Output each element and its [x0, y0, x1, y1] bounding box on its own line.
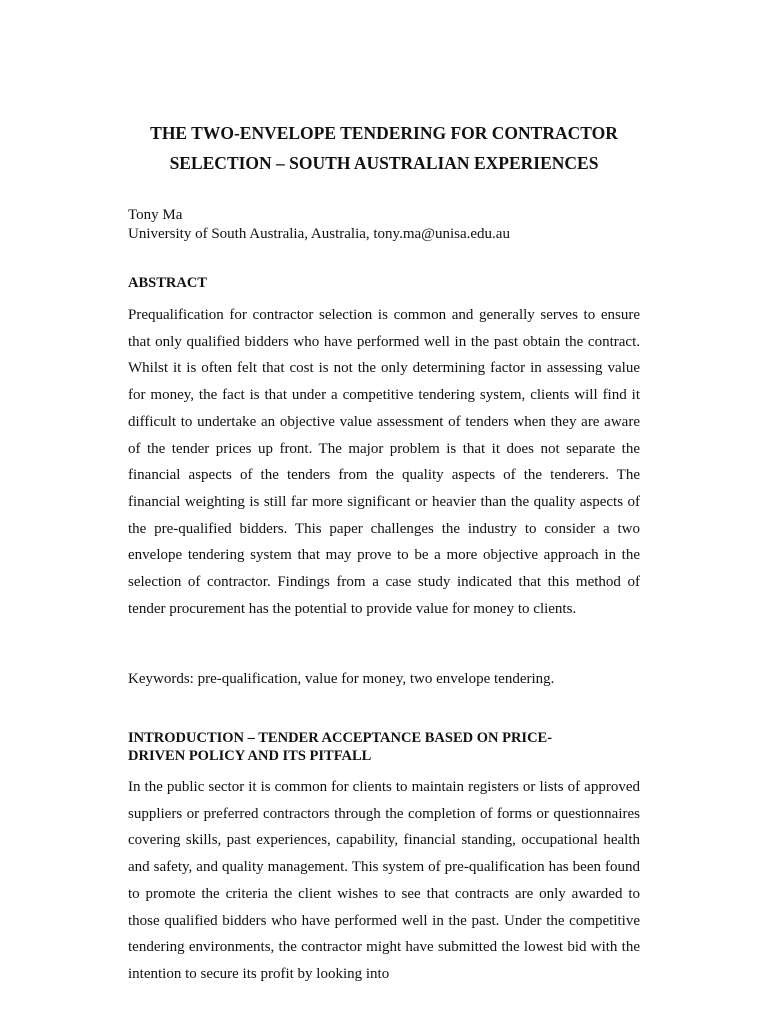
author-name: Tony Ma — [128, 207, 183, 223]
keywords-line: Keywords: pre-qualification, value for money, two envelope tendering. — [128, 671, 555, 687]
introduction-paragraph: In the public sector it is common for clients to maintain registers or lists of approved suppliers or preferred contractors through the completion of forms or questionnaires covering skills, past experiences, capability, financial standing, occupational health and safety, and quality management. This system of pre-qualification has been found to promote the criteria the client wishes to see that contracts are only awarded to those qualified bidders who have performed well in the past. Under the competitive tendering environments, the contractor might have submitted the lowest bid with the intention to secure its profit by looking into — [128, 779, 640, 982]
paper-title-line-2: SELECTION – SOUTH AUSTRALIAN EXPERIENCES — [169, 153, 599, 173]
paper-title-line-1: THE TWO-ENVELOPE TENDERING FOR CONTRACTOR — [150, 123, 618, 143]
abstract-heading: ABSTRACT — [128, 275, 207, 291]
introduction-heading-line-2: DRIVEN POLICY AND ITS PITFALL — [128, 748, 372, 764]
introduction-heading — [128, 729, 552, 765]
author-affiliation: University of South Australia, Australia, tony.ma@unisa.edu.au — [128, 226, 510, 242]
author-block — [128, 206, 648, 244]
paper-title — [0, 118, 768, 178]
introduction-heading-line-1: INTRODUCTION – TENDER ACCEPTANCE BASED ON PRICE- — [128, 730, 553, 746]
abstract-paragraph: Prequalification for contractor selection is common and generally serves to ensure that only qualified bidders who have performed well in the past obtain the contract. Whilst it is often felt that cost is not the only determining factor in assessing value for money, the fact is that under a competitive tendering system, clients will find it difficult to undertake an objective value assessment of tenders when they are aware of the tender prices up front. The major problem is that it does not separate the financial aspects of the tenders from the quality aspects of the tenderers. The financial weighting is still far more significant or heavier than the quality aspects of the pre-qualified bidders. This paper challenges the industry to consider a two envelope tendering system that may prove to be a more objective approach in the selection of contractor. Findings from a case study indicated that this method of tender procurement has the potential to provide value for money to clients. — [128, 307, 640, 617]
